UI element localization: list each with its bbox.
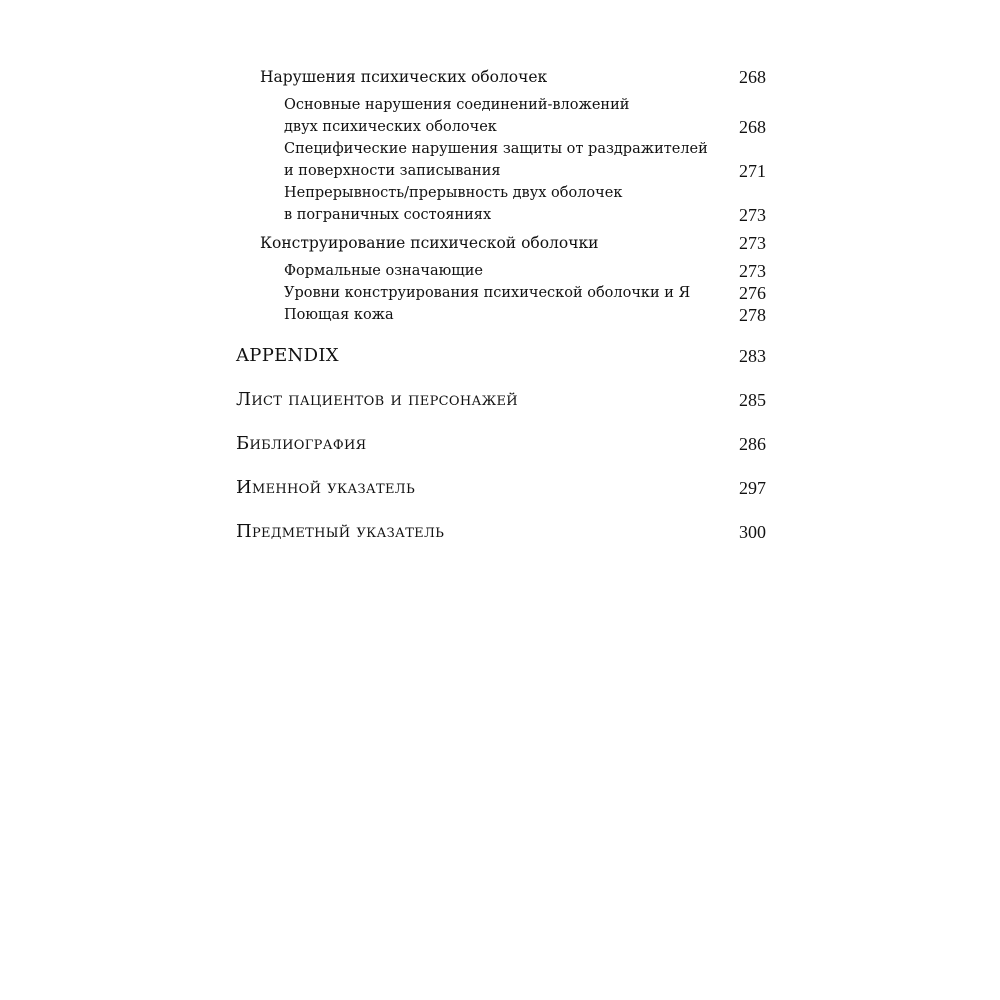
toc-page-number: 271 <box>739 161 766 181</box>
toc-subsection-title: Уровни конструирования психической оболочки и Я <box>284 285 691 301</box>
toc-page-number: 278 <box>739 305 766 325</box>
toc-page-number: 285 <box>739 390 766 410</box>
toc-entry-subject-index <box>236 520 766 544</box>
toc-page-number: 273 <box>739 205 766 225</box>
toc-page-number: 273 <box>739 233 766 253</box>
toc-subsection-basic-disorders <box>236 94 766 138</box>
toc-section-envelope-construction <box>236 232 766 254</box>
toc-subsection-continuity <box>236 182 766 226</box>
toc-subsection-title: Основные нарушения соединений-вложений двух психических оболочек <box>284 97 630 135</box>
toc-entry-appendix <box>236 344 766 368</box>
toc-page-number: 283 <box>739 346 766 366</box>
toc-section-title: Нарушения психических оболочек <box>260 68 548 86</box>
toc-entry-name-index <box>236 476 766 500</box>
toc-page-number: 300 <box>739 522 766 542</box>
toc-section-psychic-envelope-disorders <box>236 66 766 88</box>
toc-entry-title: Библиография <box>236 433 367 454</box>
toc-subsection-formal-signifiers <box>236 260 766 282</box>
toc-subsection-title: Специфические нарушения защиты от раздражителей и поверхности записывания <box>284 141 708 179</box>
toc-entry-title: APPENDIX <box>236 345 339 366</box>
toc-entry-title: Лист пациентов и персонажей <box>236 389 518 410</box>
toc-page-number: 297 <box>739 478 766 498</box>
toc-subsection-title: Поющая кожа <box>284 307 394 323</box>
table-of-contents <box>236 66 766 544</box>
toc-subsection-title: Непрерывность/прерывность двух оболочек в пограничных состояниях <box>284 185 623 223</box>
toc-entry-title: Предметный указатель <box>236 521 445 542</box>
toc-entry-bibliography <box>236 432 766 456</box>
toc-subsection-title: Формальные означающие <box>284 263 483 279</box>
toc-page-number: 273 <box>739 261 766 281</box>
toc-page-number: 268 <box>739 117 766 137</box>
toc-page-number: 268 <box>739 67 766 87</box>
toc-entry-title: Именной указатель <box>236 477 416 498</box>
toc-subsection-specific-disorders <box>236 138 766 182</box>
toc-section-title: Конструирование психической оболочки <box>260 234 599 252</box>
toc-entry-patients-list <box>236 388 766 412</box>
toc-page-number: 286 <box>739 434 766 454</box>
toc-subsection-singing-skin <box>236 304 766 326</box>
toc-page-number: 276 <box>739 283 766 303</box>
toc-subsection-construction-levels <box>236 282 766 304</box>
